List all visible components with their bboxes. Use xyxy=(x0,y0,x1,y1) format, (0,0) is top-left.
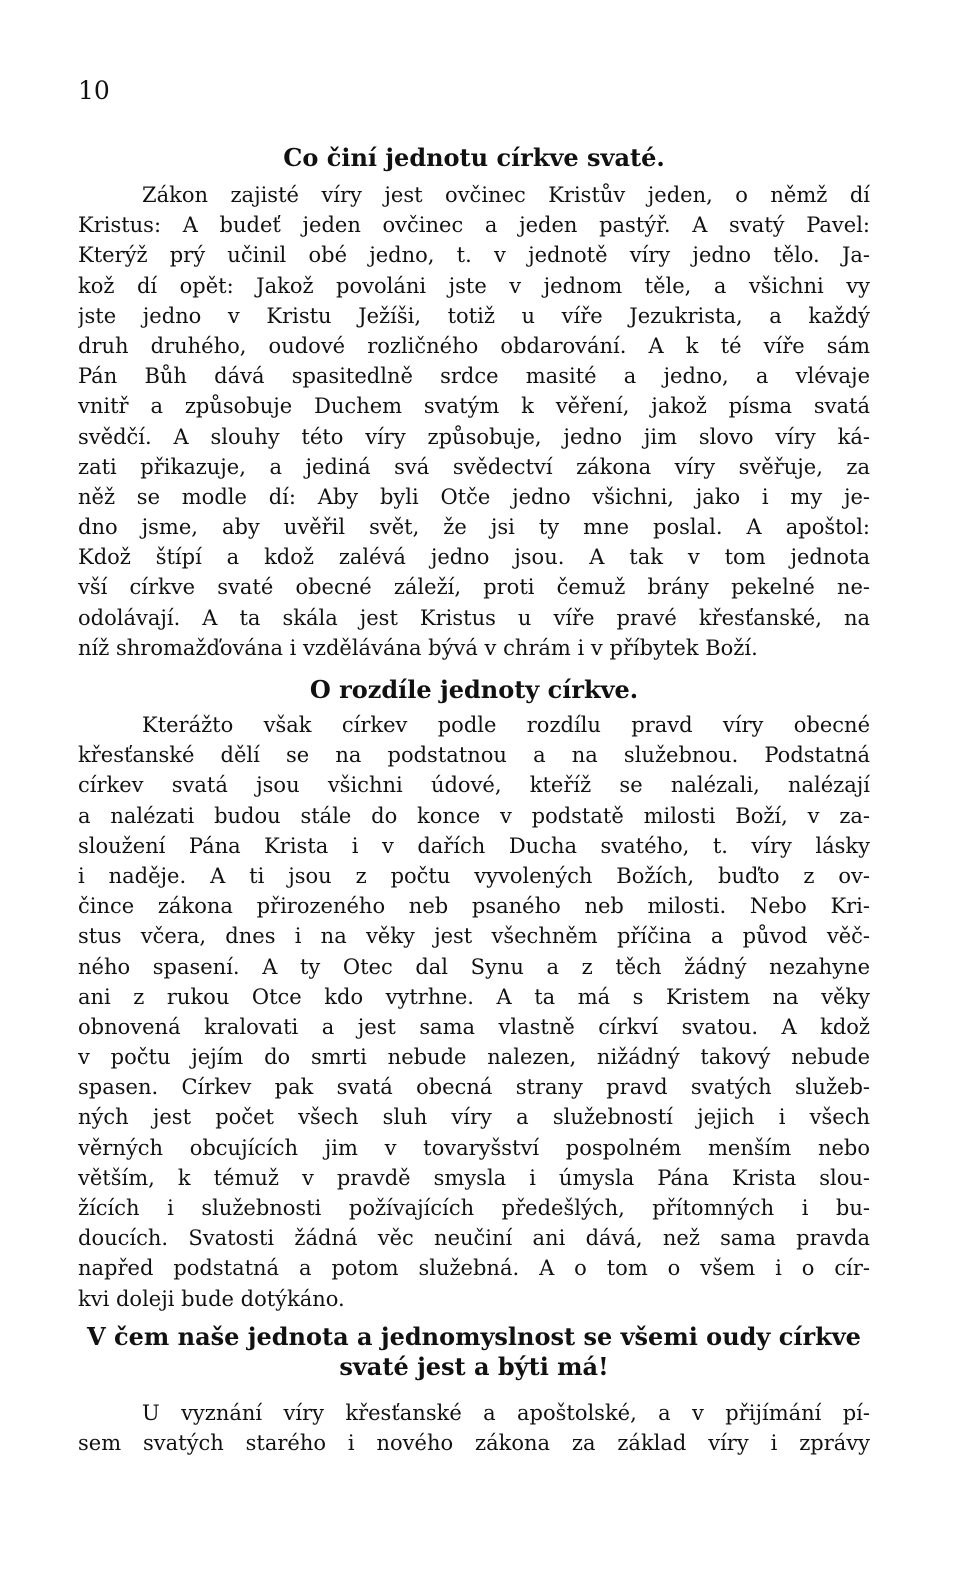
heading-line: O rozdíle jednoty církve. xyxy=(309,675,639,704)
text-line: jste jedno v Kristu Ježíši, totiž u víře Jezukrista, a každý xyxy=(78,303,870,328)
text-line: ani z rukou Otce kdo vytrhne. A ta má s Kristem na věky xyxy=(78,984,870,1009)
text-line: větším, k témuž v pravdě smysla i úmysla Pána Krista slou- xyxy=(78,1165,870,1190)
text-line: Zákon zajisté víry jest ovčinec Kristův jeden, o němž dí xyxy=(142,183,870,207)
text-line: vší církve svaté obecné záleží, proti čemuž brány pekelné ne- xyxy=(78,575,870,600)
page-number: 10 xyxy=(78,76,110,105)
heading-line: svaté jest a býti má! xyxy=(339,1352,609,1381)
text-line: vnitř a způsobuje Duchem svatým k věření, jakož písma svatá xyxy=(78,394,870,419)
text-line: obnovená kralovati a jest sama vlastně církví svatou. A kdož xyxy=(78,1014,870,1039)
text-line: U vyznání víry křesťanské a apoštolské, a v přijímání pí- xyxy=(142,1401,870,1425)
text-line: něž se modle dí: Aby byli Otče jedno všichni, jako i my je- xyxy=(78,484,870,509)
text-line: křesťanské dělí se na podstatnou a na služebnou. Podstatná xyxy=(78,743,870,768)
text-line: druh druhého, oudové rozličného obdarování. A k té víře sám xyxy=(78,333,870,358)
text-line: stus včera, dnes i na věky jest všechněm příčina a původ věč- xyxy=(78,924,870,949)
text-line: zati přikazuje, a jediná svá svědectví zákona víry svěřuje, za xyxy=(78,454,870,479)
text-line: kož dí opět: Jakož povoláni jste v jednom těle, a všichni vy xyxy=(78,273,870,298)
text-line: napřed podstatná a potom služebná. A o tom o všem i o cír- xyxy=(78,1256,870,1281)
text-line: v počtu jejím do smrti nebude nalezen, nižádný takový nebude xyxy=(78,1045,870,1070)
text-line: věrných obcujících jim v tovaryšství pospolném menším nebo xyxy=(78,1135,870,1160)
text-line: spasen. Církev pak svatá obecná strany pravd svatých služeb- xyxy=(78,1075,870,1100)
text-line: kvi doleji bude dotýkáno. xyxy=(78,1286,345,1311)
text-line: níž shromažďována i vzdělávána bývá v chrám i v příbytek Boží. xyxy=(78,635,758,660)
heading-line: V čem naše jednota a jednomyslnost se všemi oudy církve xyxy=(87,1322,861,1351)
text-line: dno jsme, aby uvěřil svět, že jsi ty mne poslal. A apoštol: xyxy=(78,515,870,540)
section-heading xyxy=(78,143,870,173)
text-line: církev svatá jsou všichni údové, kteříž se nalézali, nalézají xyxy=(78,773,870,798)
paragraph xyxy=(78,710,870,1314)
text-line: Kterýž prý učinil obé jedno, t. v jednotě víry jedno tělo. Ja- xyxy=(78,243,870,268)
text-line: Kristus: A budeť jeden ovčinec a jeden pastýř. A svatý Pavel: xyxy=(78,213,870,238)
text-line: svědčí. A slouhy této víry způsobuje, jedno jim slovo víry ká- xyxy=(78,424,870,449)
text-line: i naděje. A ti jsou z počtu vyvolených Božích, buďto z ov- xyxy=(78,863,870,888)
section-heading xyxy=(78,675,870,705)
text-line: Pán Bůh dává spasitedlně srdce masité a jedno, a vlévaje xyxy=(78,364,870,389)
text-line: Kterážto však církev podle rozdílu pravd víry obecné xyxy=(142,713,870,737)
text-line: ného spasení. A ty Otec dal Synu a z těch žádný nezahyne xyxy=(78,954,870,979)
paragraph xyxy=(78,1398,870,1458)
section-heading xyxy=(78,1322,870,1382)
text-line: doucích. Svatosti žádná věc neučiní ani dává, než sama pravda xyxy=(78,1226,870,1251)
text-line: a nalézati budou stále do konce v podstatě milosti Boží, v za- xyxy=(78,803,870,828)
paragraph xyxy=(78,180,870,663)
text-line: žících i služebnosti požívajících předešlých, přítomných i bu- xyxy=(78,1196,870,1220)
heading-line: Co činí jednotu církve svaté. xyxy=(283,143,665,172)
text-line: čince zákona přirozeného neb psaného neb milosti. Nebo Kri- xyxy=(78,894,870,919)
text-line: ných jest počet všech sluh víry a služebností jejich i všech xyxy=(78,1105,870,1130)
text-line: odolávají. A ta skála jest Kristus u víře pravé křesťanské, na xyxy=(78,605,870,630)
text-line: sem svatých starého i nového zákona za základ víry i zprávy xyxy=(78,1431,870,1456)
text-line: sloužení Pána Krista i v dařích Ducha svatého, t. víry lásky xyxy=(78,833,870,858)
text-line: Kdož štípí a kdož zalévá jedno jsou. A tak v tom jednota xyxy=(78,545,870,570)
